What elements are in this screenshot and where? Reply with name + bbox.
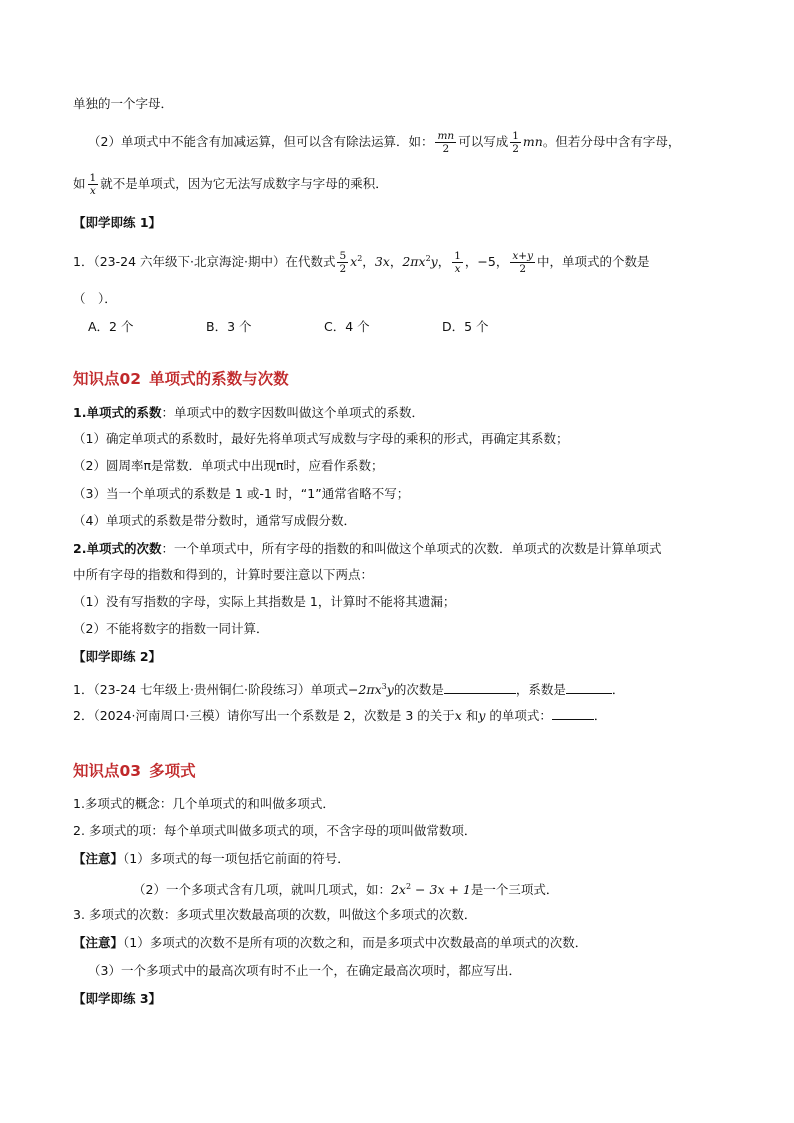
section-2-para-1: 1.单项式的系数：单项式中的数字因数叫做这个单项式的系数． [73, 405, 424, 420]
fraction-one-half: $\frac{1}{2}$ [512, 130, 519, 155]
option-a[interactable]: A．2 个 [88, 319, 134, 334]
practice-1-options [88, 318, 560, 336]
section-2-para-2-cont: 中所有字母的指数和得到的，计算时要注意以下两点： [73, 567, 374, 582]
answer-blank-degree[interactable] [444, 681, 516, 694]
practice-2-question-2: 2．（2024·河南周口·三模）请你写出一个系数是 2，次数是 3 的关于x 和y 的单项式： ． [73, 708, 607, 723]
section-2-para-2: 2.单项式的次数：一个单项式中，所有字母的指数的和叫做这个单项式的次数．单项式的次数是计算单项式 [73, 541, 662, 556]
section-2-item-a4: （4）单项式的系数是带分数时，通常写成假分数． [73, 513, 356, 528]
section-3-note-2: （2）一个多项式含有几项，就叫几项式，如：$2x^2 - 3x + 1$是一个三项式． [133, 882, 559, 898]
intro-line-1: 单独的一个字母． [73, 96, 174, 111]
intro-line-2: （2）单项式中不能含有加减运算，但可以含有除法运算．如： $\frac{mn}{2}$ 可以写成 $\frac{1}{2}$ mn。但若分母中含有字母， [88, 130, 681, 155]
fraction-one-over-x: $\frac{1}{x}$ [89, 172, 97, 197]
section-2-item-a1: （1）确定单项式的系数时，最好先将单项式写成数与字母的乘积的形式，再确定其系数； [73, 431, 569, 446]
practice-1-question: 1．（23-24 六年级下·北京海淀·期中）在代数式 $\frac{5}{2}$ $x^2$，3x，$2\pi x^2y$， $\frac{1}{x}$ ，−5， $\frac{x+y}{2}$ 中，单项式的个数是 [73, 250, 650, 276]
answer-blank-monomial[interactable] [552, 707, 594, 720]
practice-1-label: 【即学即练 1】 [73, 215, 162, 230]
section-3-line-2: 2. 多项式的项：每个单项式叫做多项式的项，不含字母的项叫做常数项． [73, 823, 477, 838]
section-2-item-a2: （2）圆周率π是常数．单项式中出现π时，应看作系数； [73, 458, 384, 473]
section-3-note-4: （3）一个多项式中的最高次项有时不止一个，在确定最高次项时，都应写出． [88, 963, 521, 978]
section-3-heading: 知识点03 多项式 [73, 762, 196, 780]
fraction-mn-over-2: $\frac{mn}{2}$ [437, 130, 455, 155]
practice-2-question-1: 1．（23-24 七年级上·贵州铜仁·阶段练习）单项式$-2\pi x^3y$的次数是 ，系数是 ． [73, 682, 625, 698]
option-c[interactable]: C．4 个 [324, 319, 370, 334]
section-3-note-1: 【注意】（1）多项式的每一项包括它前面的符号． [73, 851, 350, 866]
option-b[interactable]: B．3 个 [206, 319, 252, 334]
section-3-line-3: 3. 多项式的次数：多项式里次数最高项的次数，叫做这个多项式的次数． [73, 907, 477, 922]
intro-line-3: 如 $\frac{1}{x}$ 就不是单项式，因为它无法写成数字与字母的乘积． [73, 172, 388, 197]
section-2-heading: 知识点02 单项式的系数与次数 [73, 370, 289, 388]
section-3-line-1: 1.多项式的概念：几个单项式的和叫做多项式． [73, 796, 335, 811]
section-2-item-b1: （1）没有写指数的字母，实际上其指数是 1，计算时不能将其遗漏； [73, 594, 456, 609]
practice-3-label: 【即学即练 3】 [73, 991, 162, 1006]
section-3-note-3: 【注意】（1）多项式的次数不是所有项的次数之和，而是多项式中次数最高的单项式的次数． [73, 935, 588, 950]
practice-1-paren: （ ）． [73, 291, 117, 306]
answer-blank-coefficient[interactable] [566, 681, 612, 694]
option-d[interactable]: D．5 个 [442, 319, 489, 334]
practice-2-label: 【即学即练 2】 [73, 649, 162, 664]
section-2-item-b2: （2）不能将数字的指数一同计算． [73, 621, 269, 636]
section-2-item-a3: （3）当一个单项式的系数是 1 或-1 时，“1”通常省略不写； [73, 486, 410, 501]
